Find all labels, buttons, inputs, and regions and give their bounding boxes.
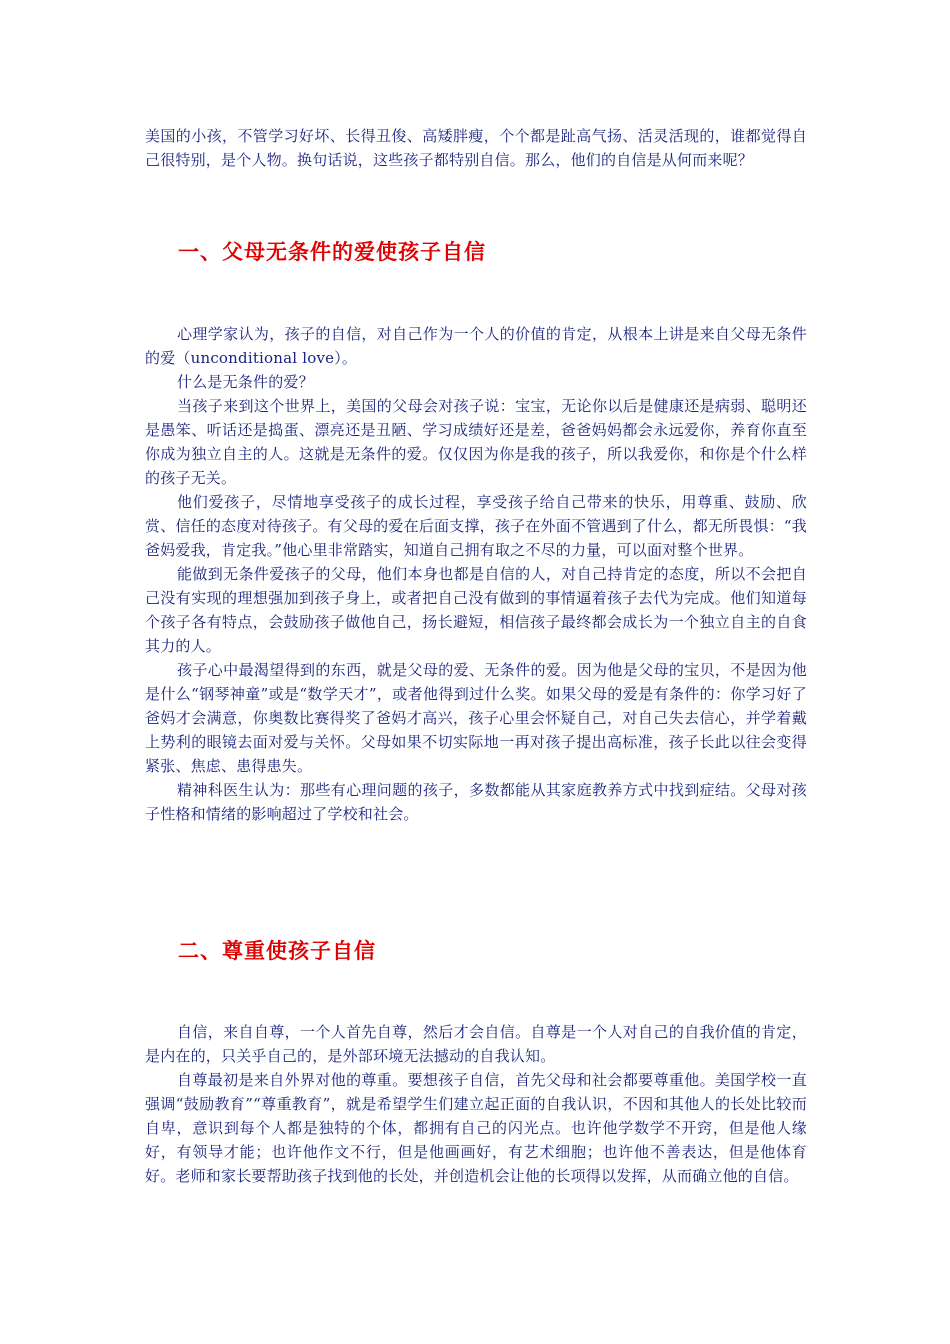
section-1-paragraph: 心理学家认为，孩子的自信，对自己作为一个人的价值的肯定，从根本上讲是来自父母无条件的爱（unconditional love）。 <box>145 325 807 367</box>
section-1-body <box>145 322 807 826</box>
intro-text: 美国的小孩，不管学习好坏、长得丑俊、高矮胖瘦，个个都是趾高气扬、活灵活现的，谁都觉得自己很特别，是个人物。换句话说，这些孩子都特别自信。那么，他们的自信是从何而来呢？ <box>145 127 807 169</box>
section-2-body <box>145 1020 807 1188</box>
section-2-paragraph: 自信，来自自尊，一个人首先自尊，然后才会自信。自尊是一个人对自己的自我价值的肯定，是内在的，只关乎自己的，是外部环境无法撼动的自我认知。 <box>145 1023 807 1065</box>
section-1-paragraph: 精神科医生认为：那些有心理问题的孩子，多数都能从其家庭教养方式中找到症结。父母对孩子性格和情绪的影响超过了学校和社会。 <box>145 781 807 823</box>
section-1-paragraph: 什么是无条件的爱？ <box>177 373 314 391</box>
section-1-heading: 一、父母无条件的爱使孩子自信 <box>178 240 486 264</box>
section-2-paragraph: 自尊最初是来自外界对他的尊重。要想孩子自信，首先父母和社会都要尊重他。美国学校一直强调“鼓励教育”“尊重教育”，就是希望学生们建立起正面的自我认识，不因和其他人的长处比较而自卑，意识到每个人都是独特的个体，都拥有自己的闪光点。也许他学数学不开窍，但是他人缘好，有领导才能；也许他作文不行，但是他画画好，有艺术细胞；也许他不善表达，但是他体育好。老师和家长要帮助孩子找到他的长处，并创造机会让他的长项得以发挥，从而确立他的自信。 <box>145 1071 807 1185</box>
intro-paragraph <box>145 124 807 172</box>
section-1-paragraph: 能做到无条件爱孩子的父母，他们本身也都是自信的人，对自己持肯定的态度，所以不会把自己没有实现的理想强加到孩子身上，或者把自己没有做到的事情逼着孩子去代为完成。他们知道每个孩子各有特点，会鼓励孩子做他自己，扬长避短，相信孩子最终都会成长为一个独立自主的自食其力的人。 <box>145 565 807 655</box>
section-1-paragraph: 孩子心中最渴望得到的东西，就是父母的爱、无条件的爱。因为他是父母的宝贝，不是因为他是什么“钢琴神童”或是“数学天才”，或者他得到过什么奖。如果父母的爱是有条件的：你学习好了爸妈才会满意，你奥数比赛得奖了爸妈才高兴，孩子心里会怀疑自己，对自己失去信心，并学着戴上势利的眼镜去面对爱与关怀。父母如果不切实际地一再对孩子提出高标准，孩子长此以往会变得紧张、焦虑、患得患失。 <box>145 661 807 775</box>
section-2-heading: 二、尊重使孩子自信 <box>178 939 376 963</box>
section-1-paragraph: 他们爱孩子，尽情地享受孩子的成长过程，享受孩子给自己带来的快乐，用尊重、鼓励、欣赏、信任的态度对待孩子。有父母的爱在后面支撑，孩子在外面不管遇到了什么，都无所畏惧：“我爸妈爱我，肯定我。”他心里非常踏实，知道自己拥有取之不尽的力量，可以面对整个世界。 <box>145 493 807 559</box>
section-1-paragraph: 当孩子来到这个世界上，美国的父母会对孩子说：宝宝，无论你以后是健康还是病弱、聪明还是愚笨、听话还是捣蛋、漂亮还是丑陋、学习成绩好还是差，爸爸妈妈都会永远爱你，养育你直至你成为独立自主的人。这就是无条件的爱。仅仅因为你是我的孩子，所以我爱你，和你是个什么样的孩子无关。 <box>145 397 807 487</box>
